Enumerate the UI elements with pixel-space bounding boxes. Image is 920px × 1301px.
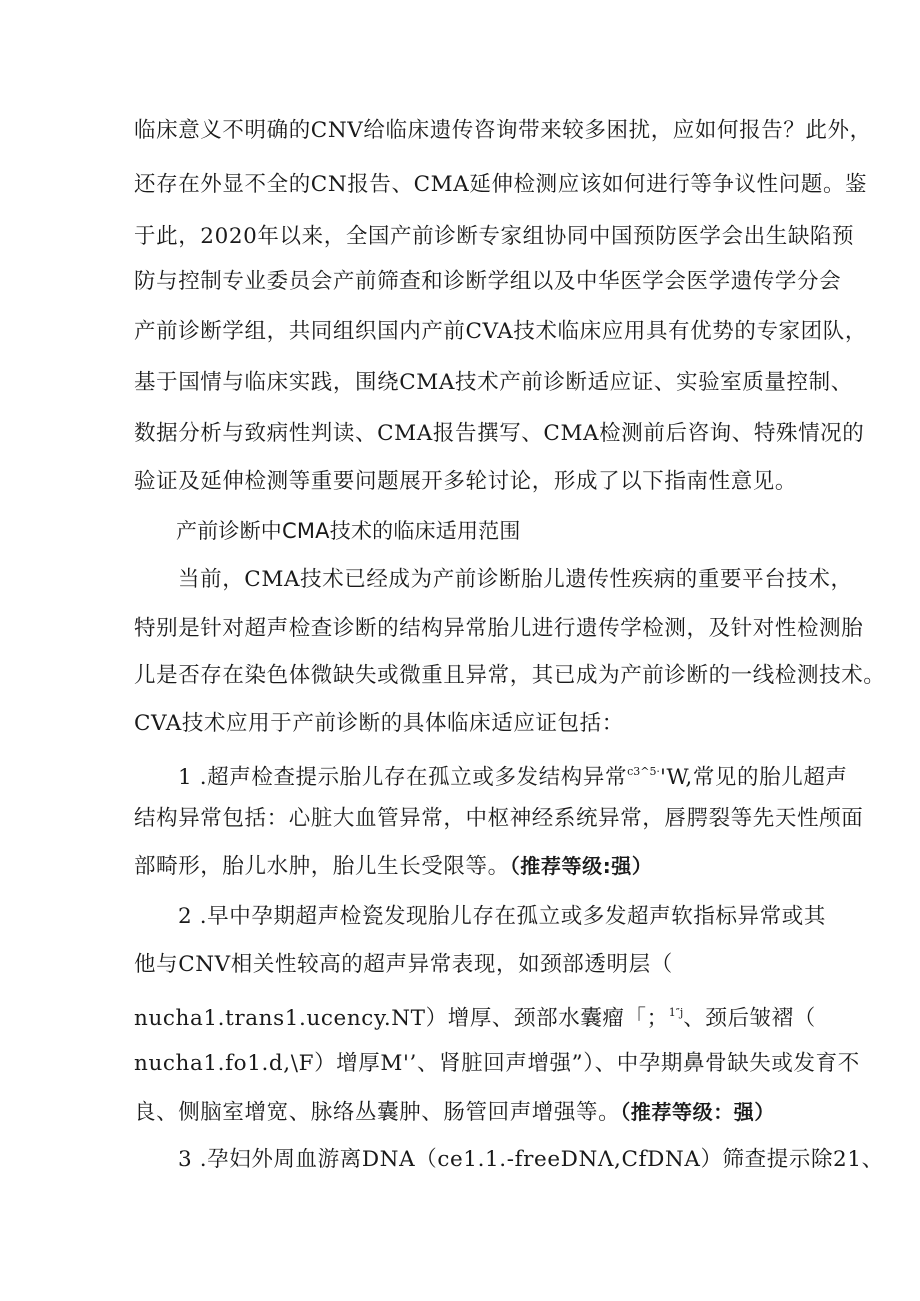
list-item-line [134,998,816,1034]
citation-superscript: c3^5· [627,765,660,778]
paragraph-line: 临床意义不明确的CNV给临床遗传咨询带来较多困扰，应如何报告？此外， [134,118,872,143]
item-text: 良、侧脑室增宽、脉络丛囊肿、肠管回声增强等。 [134,1100,621,1125]
recommendation-label: （推荐等级：强） [620,1100,776,1124]
recommendation-label: （推荐等级:强） [509,854,653,878]
list-item-line: 3 .孕妇外周血游离DNA（ce1.1.-freeDNΛ,CfDNA）筛查提示除21、 [178,1147,884,1172]
paragraph-line: 儿是否存在染色体微缺失或微重且异常，其已成为产前诊断的一线检测技术。 [134,663,886,688]
item-text: nucha1.trans1.ucency.NT）增厚、颈部水囊瘤「； [134,1006,669,1031]
list-item-line: nucha1.fo1.d,\F）增厚M'’、肾脏回声增强”）、中孕期鼻骨缺失或发育不 [134,1051,860,1076]
paragraph-line: CVA技术应用于产前诊断的具体临床适应证包括： [134,711,624,736]
list-item-line: 结构异常包括：心脏大血管异常，中枢神经系统异常，唇腭裂等先天性颅面 [134,806,864,831]
paragraph-line: 产前诊断学组，共同组织国内产前CVA技术临床应用具有优势的专家团队， [134,319,867,344]
list-item-line [178,757,848,793]
item-text: 'W,常见的胎儿超声 [659,765,848,790]
paragraph-line: 数据分析与致病性判读、CMA报告撰写、CMA检测前后咨询、特殊情况的 [134,421,865,446]
paragraph-line: 防与控制专业委员会产前筛查和诊断学组以及中华医学会医学遗传学分会 [134,269,842,294]
item-text: 部畸形，胎儿水肿，胎儿生长受限等。 [134,854,510,879]
list-item-line [134,851,653,882]
citation-superscript: 1″j [668,1006,684,1019]
paragraph-line: 基于国情与临床实践，围绕CMA技术产前诊断适应证、实验室质量控制、 [134,370,853,395]
paragraph-line: 当前，CMA技术已经成为产前诊断胎儿遗传性疾病的重要平台技术， [178,567,853,592]
paragraph-line: 还存在外显不全的CN报告、CMA延伸检测应该如何进行等争议性问题。鉴 [134,172,868,197]
list-item-line: 他与CNV相关性较高的超声异常表现，如颈部透明层（ [134,952,673,977]
item-text: 1 .超声检查提示胎儿存在孤立或多发结构异常 [178,765,628,790]
paragraph-line: 于此，2020年以来，全国产前诊断专家组协同中国预防医学会出生缺陷预 [134,224,855,249]
item-text: 、颈后皱褶（ [683,1006,816,1031]
list-item-line: 2 .早中孕期超声检瓷发现胎儿存在孤立或多发超声软指标异常或其 [178,904,826,929]
section-heading: 产前诊断中CMA技术的临床适用范围 [176,519,521,543]
paragraph-line: 特别是针对超声检查诊断的结构异常胎儿进行遗传学检测，及针对性检测胎 [134,616,864,641]
paragraph-line: 验证及延伸检测等重要问题展开多轮讨论，形成了以下指南性意见。 [134,469,798,494]
list-item-line [134,1097,775,1128]
